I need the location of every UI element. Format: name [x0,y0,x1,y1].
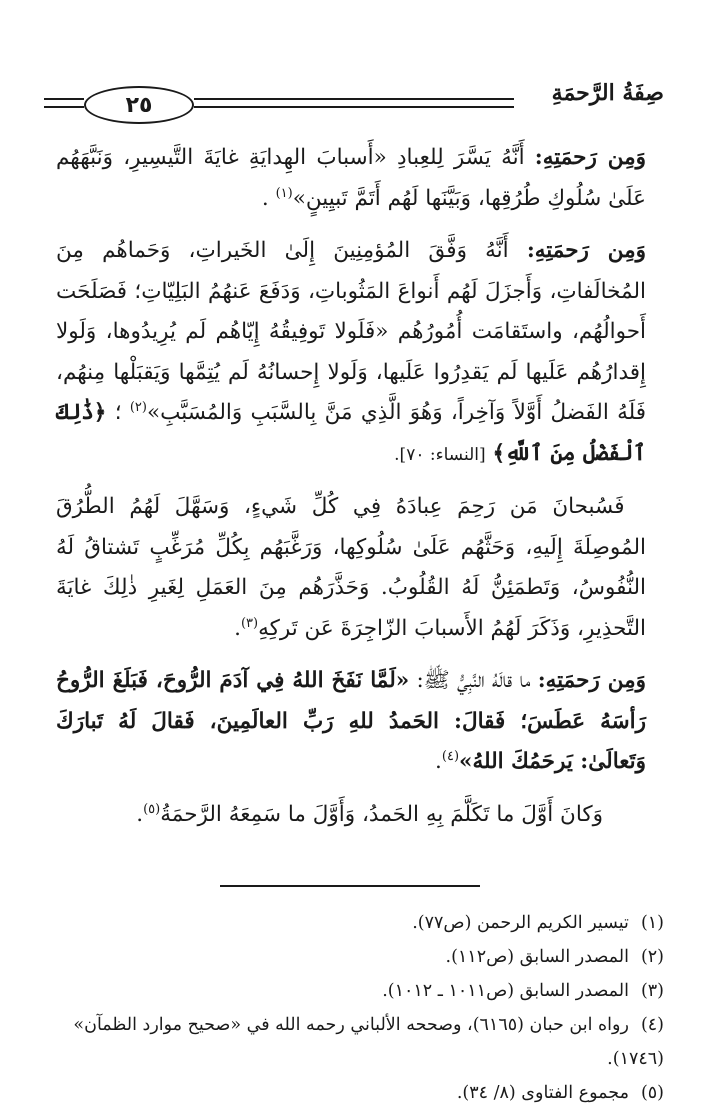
quran-verse: ﴿ذَٰلِكَ ٱلْفَضْلُ مِنَ ٱللَّهِ﴾ [56,400,646,466]
header-rule-right-top [194,98,514,100]
footnote-text: تيسير الكريم الرحمن (ص٧٧). [412,913,629,933]
footnote-ref-3: (٣) [240,615,259,631]
paragraph-5 [56,795,646,836]
paragraph-1-text: أَنَّهُ يَسَّرَ لِلعِبادِ «أَسبابَ الهِدايَةِ غايَةَ التَّيسِيرِ، وَنَبَّهَهُم عَلَىٰ سُلُوكِ طُرُقِها، وَبَيَّنَها لَهُم أَتَمَّ تَبيِينٍ» [56,145,646,211]
page-number-badge [84,86,194,124]
footnote-number: (٢) [640,947,664,967]
running-title: صِفَةُ الرَّحمَةِ [551,80,664,106]
header-rule-left-bottom [44,106,84,108]
footnote-ref-4: (٤) [441,748,460,764]
header-rule-left-top [44,98,84,100]
footnote-number: (٥) [640,1083,664,1103]
footnote-text: مجموع الفتاوى (٨/ ٣٤). [456,1083,629,1103]
paragraph-1 [56,138,646,219]
footnote-separator [220,885,480,887]
header-rule-right-bottom [194,106,514,108]
page-number: ٢٥ [125,92,153,118]
paragraph-3-text: فَسُبحانَ مَن رَحِمَ عِبادَهُ فِي كُلِّ شَيءٍ، وَسَهَّلَ لَهُمُ الطُّرُقَ المُوصِلَةَ إِلَيهِ، وَحَثَّهُم عَلَىٰ سُلُوكِها، وَرَغَّبَهُم بِكُلِّ مُرَغِّبٍ تَشتاقُ لَهُ النُّفُوسُ، وَتَطمَئِنُّ لَهُ القُلُوبُ. وَحَذَّرَهُم مِنَ العَمَلِ لِغَيرِ ذٰلِكَ غايَةَ التَّحذِيرِ، وَذَكَرَ لَهُمُ الأَسبابَ الزّاجِرَةَ عَن تَركِهِ [56,494,646,641]
paragraph-4-end: . [435,749,442,774]
footnote-ref-1: (١) [275,185,293,201]
footnote-text: المصدر السابق (ص١١٢). [445,947,629,967]
footnote-5 [54,1076,664,1110]
paragraph-4-text: ما قالَهُ النَّبِيُّ ﷺ: [416,668,531,693]
paragraph-3 [56,487,646,649]
paragraph-2-end: ؛ [114,400,122,425]
paragraph-3-end: . [234,615,241,641]
footnote-text: المصدر السابق (ص١٠١١ ـ ١٠١٢). [382,981,629,1001]
footnote-number: (٤) [640,1015,664,1035]
paragraph-4-lead: وَمِن رَحمَتِهِ: [537,668,646,693]
footnote-text: رواه ابن حبان (٦١٦٥)، وصححه الألباني رحمه الله في «صحيح موارد الظمآن» (١٧٤٦). [73,1015,664,1069]
paragraph-2-lead: وَمِن رَحمَتِهِ: [526,238,646,263]
footnote-3 [54,974,664,1008]
footnote-number: (٣) [640,981,664,1001]
main-text [56,138,646,835]
hadith-text: «لَمَّا نَفَخَ اللهُ فِي آدَمَ الرُّوحَ، فَبَلَغَ الرُّوحُ رَأسَهُ عَطَسَ؛ فَقالَ: الحَمدُ للهِ رَبِّ العالَمِينَ، فَقالَ لَهُ تَبارَكَ وَتَعالَىٰ: يَرحَمُكَ اللهُ» [56,668,646,774]
paragraph-1-end: . [261,185,269,211]
paragraph-4 [56,661,646,783]
footnote-ref-5: (٥) [143,801,161,817]
footnote-1 [54,906,664,940]
footnote-number: (١) [640,913,664,933]
footnotes [54,906,664,1110]
paragraph-5-end: . [136,801,144,827]
footnote-4 [54,1008,664,1076]
footnote-ref-2: (٢) [129,399,147,415]
paragraph-1-lead: وَمِن رَحمَتِهِ: [534,145,646,170]
paragraph-2-text: أَنَّهُ وَفَّقَ المُؤمِنِينَ إِلَىٰ الخَيراتِ، وَحَماهُم مِنَ المُخالَفاتِ، وَأَجزَلَ لَهُم أَنواعَ المَثُوباتِ، وَدَفَعَ عَنهُمُ البَلِيّاتِ؛ فَصَلَحَت أَحوالُهُم، واستَقامَت أُمُورُهُم «فَلَولا تَوفِيقُهُ إِيّاهُم لَم يُرِيدُوها، وَلَولا إِقدارُهُم عَلَيها لَم يَقدِرُوا عَلَيها، وَلَولا إِحسانُهُ لَم يُتِمَّها وَيَقبَلْها مِنهُم، فَلَهُ الفَضلُ أَوَّلاً وَآخِراً، وَهُوَ الَّذِي مَنَّ بِالسَّبَبِ وَالمُسَبَّبِ» [56,238,647,425]
verse-reference: [النساء: ٧٠]. [394,444,486,465]
page-header [44,80,664,126]
paragraph-2 [56,231,646,475]
paragraph-5-text: وَكانَ أَوَّلَ ما تَكَلَّمَ بِهِ الحَمدُ، وَأَوَّلَ ما سَمِعَهُ الرَّحمَةُ [160,801,603,827]
footnote-2 [54,940,664,974]
